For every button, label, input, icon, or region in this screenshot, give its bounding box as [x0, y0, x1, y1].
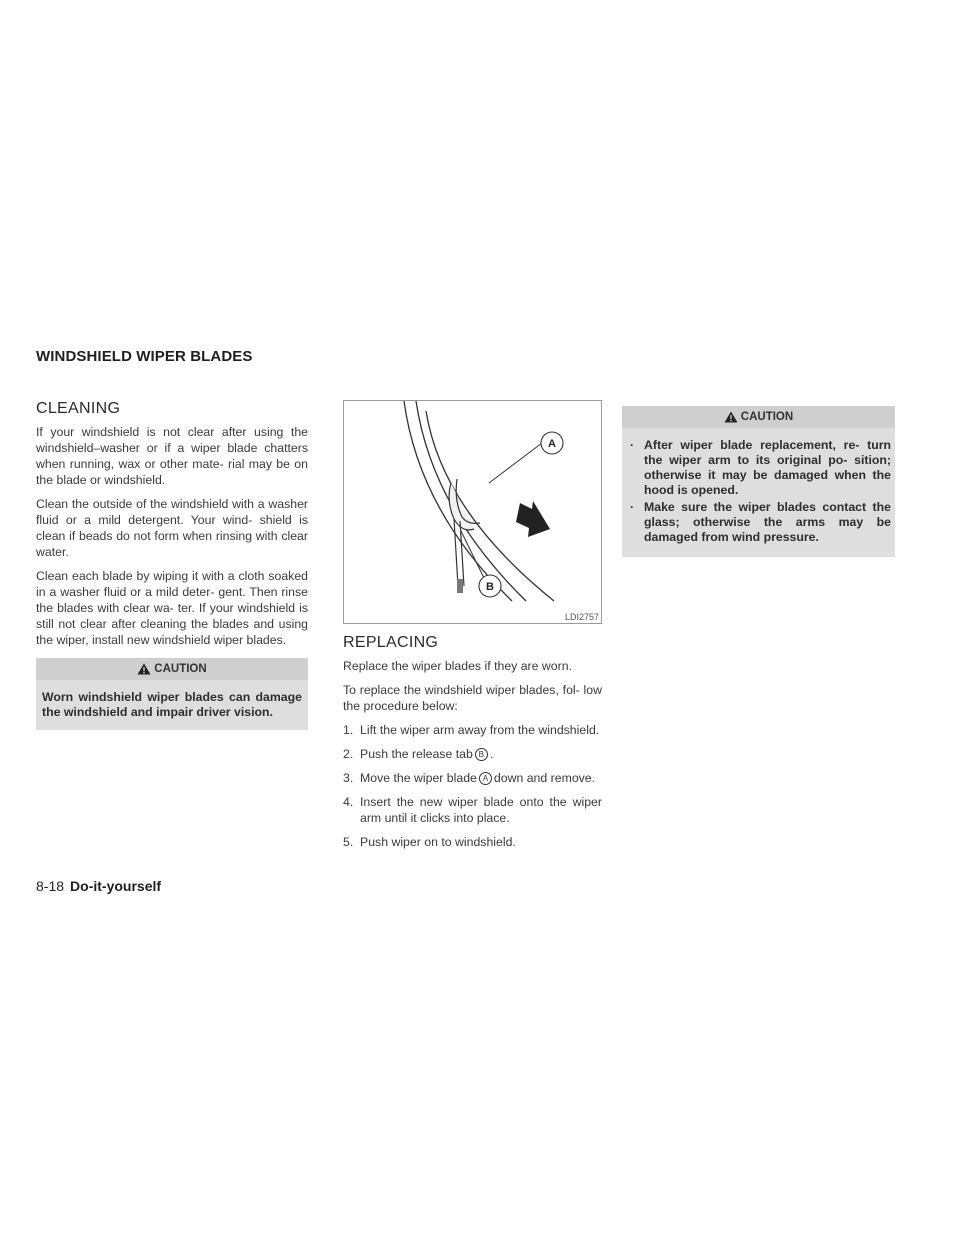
step-item: [343, 746, 602, 762]
step-text-tail: .: [489, 747, 494, 761]
step-number: 4.: [343, 795, 354, 809]
caution-item-2: · Make sure the wiper blades contact the glass; otherwise the arms may be damaged from wind pressure.: [626, 500, 891, 545]
step-text-tail: down and remove.: [493, 771, 596, 785]
page-number: 8-18: [36, 878, 65, 894]
step-number: 5.: [343, 835, 354, 849]
caution-column: [622, 400, 895, 557]
caution-box: [36, 658, 308, 730]
step-item: [343, 794, 602, 826]
step-item: [343, 722, 602, 738]
caution-label: CAUTION: [154, 663, 207, 675]
caution-header-2: [622, 406, 895, 428]
figure-id: LDI2757: [564, 612, 599, 622]
wiper-figure: [343, 400, 602, 624]
section-title: WINDSHIELD WIPER BLADES: [36, 348, 253, 365]
warning-icon: [724, 411, 738, 423]
step-text: Move the wiper blade: [360, 771, 477, 785]
step-text: Lift the wiper arm away from the windshield.: [360, 723, 600, 737]
figure-label-a: A: [548, 438, 556, 450]
step-item: [343, 834, 602, 850]
cleaning-paragraph-2: Clean the outside of the windshield with a washer fluid or a mild detergent. Your wind- shield is clean if beads do not form when rinsing with clear water.: [36, 497, 308, 559]
figure-label-b: B: [486, 581, 494, 593]
page-footer: [36, 878, 161, 894]
callout-ref: A: [479, 772, 492, 785]
step-number: 2.: [343, 747, 354, 761]
replacing-heading: REPLACING: [343, 634, 439, 651]
warning-icon: [137, 663, 151, 675]
step-number: 3.: [343, 771, 354, 785]
step-text: Push wiper on to windshield.: [360, 835, 516, 849]
wiper-diagram-icon: [344, 401, 601, 623]
cleaning-paragraph-1: If your windshield is not clear after using the windshield–washer or if a wiper blade chatters when running, wax or other mate- rial may be on the blade or windshield.: [36, 425, 308, 487]
caution-list: [626, 438, 891, 545]
step-item: [343, 770, 602, 786]
cleaning-paragraph-3: Clean each blade by wiping it with a cloth soaked in a washer fluid or a mild deter- gent. Then rinse the blades with clear wa- ter. If your windshield is still not clear after cleaning the blades and using the wiper, install new windshield wiper blades.: [36, 569, 308, 647]
step-number: 1.: [343, 723, 354, 737]
caution-body-2: [622, 428, 895, 557]
caution-item-1: · After wiper blade replacement, re- turn the wiper arm to its original po- sition; otherwise it may be damaged when the hood is opened.: [626, 438, 891, 498]
replacing-steps: [343, 722, 602, 850]
cleaning-heading: CLEANING: [36, 400, 121, 417]
caution-header: [36, 658, 308, 680]
step-text: Insert the new wiper blade onto the wiper arm until it clicks into place.: [360, 795, 602, 825]
replacing-intro-1: Replace the wiper blades if they are worn.: [343, 659, 572, 673]
caution-box-2: [622, 406, 895, 557]
callout-ref: B: [475, 748, 488, 761]
caution-label-2: CAUTION: [740, 411, 794, 423]
replacing-column: [343, 400, 602, 858]
cleaning-column: [36, 400, 308, 730]
step-text: Push the release tab: [360, 747, 473, 761]
chapter-title: Do-it-yourself: [70, 878, 162, 894]
caution-text: Worn windshield wiper blades can damage the windshield and impair driver vision.: [42, 690, 302, 719]
replacing-intro-2: To replace the windshield wiper blades, fol- low the procedure below:: [343, 683, 602, 713]
